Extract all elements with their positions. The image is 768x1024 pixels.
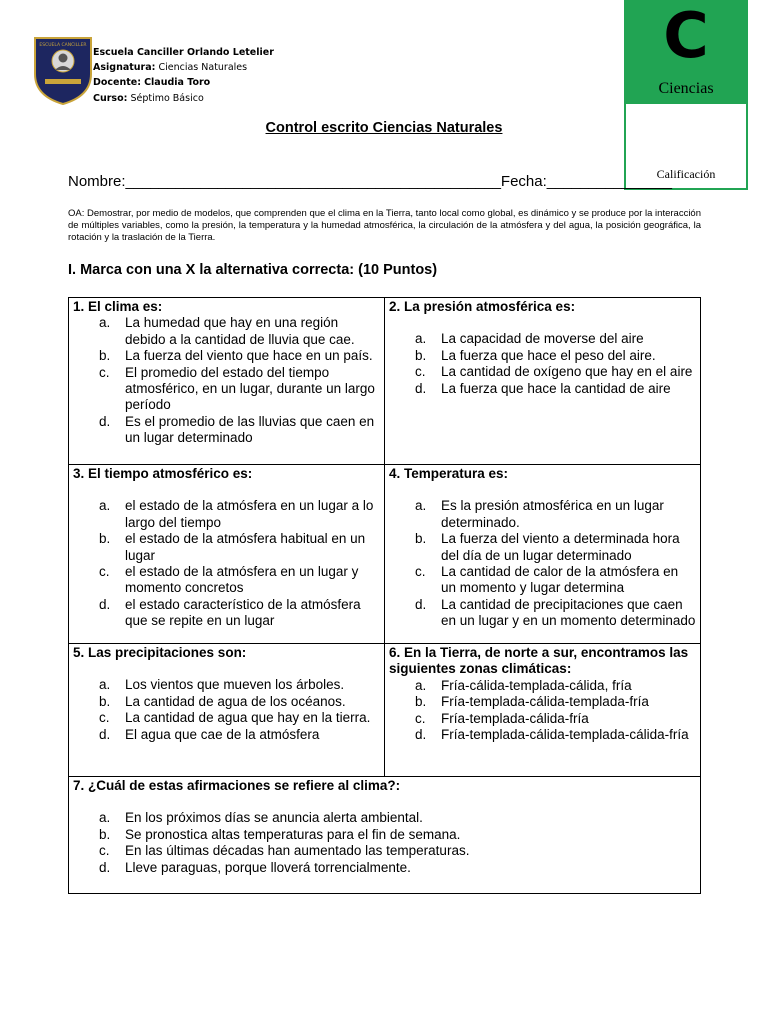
learning-objective: OA: Demostrar, por medio de modelos, que comprenden que el clima en la Tierra, tanto local como global, es dinámico y se produce por la interacción de múltiples variables, como la presión, la temperatura y la humedad atmosférica, la circulación de la atmósfera y del agua, la posición geográfica, la rotación y la traslación de la Tierra. [68, 208, 701, 243]
subject-label: Asignatura: [93, 62, 156, 74]
school-crest-logo [33, 34, 93, 106]
section-title: I. Marca con una X la alternativa correcta: (10 Puntos) [68, 262, 438, 278]
question-title: 2. La presión atmosférica es: [389, 299, 576, 314]
option-item[interactable]: b. Se pronostica altas temperaturas para el fin de semana. [99, 826, 461, 842]
option-item[interactable]: c. El promedio del estado del tiempo atmosférico, en un lugar, durante un largo período [99, 364, 375, 413]
option-item[interactable]: b. La fuerza del viento que hace en un país. [99, 348, 373, 364]
option-item[interactable]: a. el estado de la atmósfera en un lugar a lo largo del tiempo [99, 498, 374, 530]
option-item[interactable]: d. La cantidad de precipitaciones que caen en un lugar y en un momento determinado [415, 596, 696, 629]
option-item[interactable]: a. En los próximos días se anuncia alerta ambiental. [99, 810, 423, 826]
option-item[interactable]: c. La cantidad de agua que hay en la tierra. [99, 710, 371, 726]
option-item[interactable]: c. el estado de la atmósfera en un lugar y momento concretos [99, 564, 359, 596]
option-item[interactable]: b. Fría-templada-cálida-templada-fría [415, 694, 649, 710]
option-item[interactable]: a. La capacidad de moverse del aire [415, 331, 644, 347]
teacher-value: Claudia Toro [144, 77, 211, 89]
option-item[interactable]: a. Es la presión atmosférica en un lugar determinado. [415, 498, 664, 530]
page-title: Control escrito Ciencias Naturales [265, 120, 503, 136]
question-cell-7 [68, 776, 701, 894]
question-cell-4 [384, 464, 701, 644]
option-item[interactable]: a. Fría-cálida-templada-cálida, fría [415, 677, 632, 693]
question-cell-2 [384, 297, 701, 465]
question-title: 6. En la Tierra, de norte a sur, encontramos las siguientes zonas climáticas: [389, 645, 689, 677]
question-title: 3. El tiempo atmosférico es: [73, 466, 253, 481]
option-item[interactable]: c. En las últimas décadas han aumentado las temperaturas. [99, 843, 470, 859]
question-cell-3 [68, 464, 385, 644]
option-item[interactable]: b. el estado de la atmósfera habitual en un lugar [99, 531, 366, 563]
option-item[interactable]: c. La cantidad de oxígeno que hay en el aire [415, 364, 693, 380]
school-info [93, 45, 274, 106]
option-item[interactable]: a. La humedad que hay en una región debido a la cantidad de lluvia que cae. [99, 315, 355, 347]
question-title: 7. ¿Cuál de estas afirmaciones se refiere al clima?: [73, 778, 401, 793]
subject-badge [624, 0, 748, 104]
name-date-line[interactable]: Nombre:_____________________________________________Fecha:_______________ [68, 173, 672, 190]
question-cell-5 [68, 643, 385, 777]
option-item[interactable]: d. La fuerza que hace la cantidad de aire [415, 380, 671, 396]
question-title: 5. Las precipitaciones son: [73, 645, 247, 660]
option-item[interactable]: d. Fría-templada-cálida-templada-cálida-fría [415, 727, 689, 743]
question-title: 1. El clima es: [73, 299, 163, 314]
badge-letter: C [663, 0, 709, 72]
option-item[interactable]: d. El agua que cae de la atmósfera [99, 726, 320, 742]
option-item[interactable]: d. Lleve paraguas, porque lloverá torrencialmente. [99, 859, 411, 875]
teacher-label: Docente: [93, 77, 142, 89]
option-item[interactable]: a. Los vientos que mueven los árboles. [99, 677, 345, 693]
option-item[interactable]: c. Fría-templada-cálida-fría [415, 710, 589, 726]
option-item[interactable]: d. Es el promedio de las lluvias que caen en un lugar determinado [99, 413, 375, 446]
option-item[interactable]: b. La cantidad de agua de los océanos. [99, 693, 346, 709]
school-name: Escuela Canciller Orlando Letelier [93, 47, 274, 58]
grade-label: Calificación [656, 167, 716, 181]
question-title: 4. Temperatura es: [389, 466, 509, 481]
option-item[interactable]: c. La cantidad de calor de la atmósfera en un momento y lugar determina [415, 564, 679, 596]
option-item[interactable]: b. La fuerza que hace el peso del aire. [415, 347, 656, 363]
question-cell-1 [68, 297, 385, 465]
option-item[interactable]: b. La fuerza del viento a determinada hora del día de un lugar determinado [415, 531, 680, 563]
badge-subject: Ciencias [658, 80, 714, 97]
logo-lettering: ESCUELA CANCILLER [39, 43, 87, 48]
option-item[interactable]: d. el estado característico de la atmósfera que se repite en un lugar [99, 596, 361, 629]
course-label: Curso: [93, 92, 128, 104]
course-value: Séptimo Básico [130, 92, 204, 104]
question-cell-6 [384, 643, 701, 777]
subject-value: Ciencias Naturales [158, 62, 248, 74]
